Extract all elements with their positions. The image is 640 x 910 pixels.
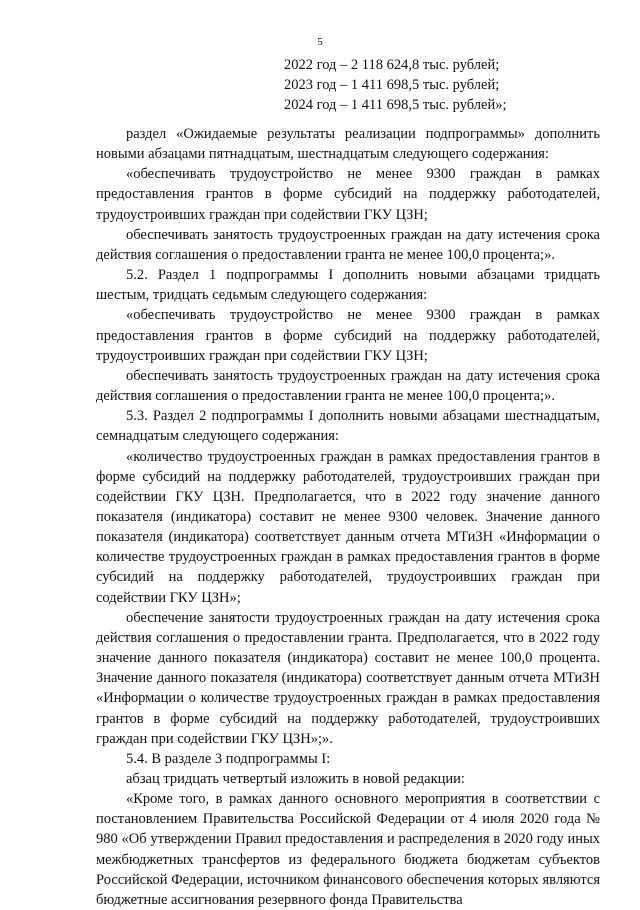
amount-line: 2023 год – 1 411 698,5 тыс. рублей;	[284, 77, 500, 93]
page-number: 5	[317, 36, 323, 48]
paragraph: 5.3. Раздел 2 подпрограммы I дополнить новыми абзацами шестнадцатым, семнадцатым следующего содержания:	[96, 408, 600, 445]
paragraph: абзац тридцать четвертый изложить в новой редакции:	[126, 771, 465, 787]
paragraph: обеспечение занятости трудоустроенных граждан на дату истечения срока действия соглашения о предоставлении гранта. Предполагается, что в 2022 году значение данного показателя (индикатора) составит не менее 100,0 процента. Значение данного показателя (индикатора) соответствует данным отчета МТиЗН «Информации о количестве трудоустроенных граждан в рамках предоставления грантов в форме субсидий на поддержку работодателей, трудоустроивших граждан при содействии ГКУ ЦЗН»;».	[96, 609, 600, 747]
amount-line: 2024 год – 1 411 698,5 тыс. рублей»;	[284, 97, 507, 113]
paragraph: «Кроме того, в рамках данного основного мероприятия в соответствии с постановлением Правительства Российской Федерации от 4 июля 2020 года № 980 «Об утверждении Правил предоставления и распределения в 2020 году иных межбюджетных трансфертов из федерального бюджета бюджетам субъектов Российской Федерации, источником финансового обеспечения которых являются бюджетные ассигнования резервного фонда Правительства	[96, 791, 600, 908]
funding-amounts	[284, 55, 507, 115]
paragraph: «количество трудоустроенных граждан в рамках предоставления грантов в форме субсидий на поддержку работодателей, трудоустроивших граждан при содействии ГКУ ЦЗН. Предполагается, что в 2022 году значение данного показателя (индикатора) составит не менее 9300 человек. Значение данного показателя (индикатора) соответствует данным отчета МТиЗН «Информации о количестве трудоустроенных граждан в рамках предоставления грантов в форме субсидий на поддержку работодателей, трудоустроивших граждан при содействии ГКУ ЦЗН»;	[96, 448, 600, 606]
paragraph: 5.2. Раздел 1 подпрограммы I дополнить новыми абзацами тридцать шестым, тридцать седьмым следующего содержания:	[96, 267, 600, 304]
amount-line: 2022 год – 2 118 624,8 тыс. рублей;	[284, 57, 500, 73]
paragraph: раздел «Ожидаемые результаты реализации подпрограммы» дополнить новыми абзацами пятнадцатым, шестнадцатым следующего содержания:	[96, 126, 600, 163]
paragraph: обеспечивать занятость трудоустроенных граждан на дату истечения срока действия соглашения о предоставлении гранта не менее 100,0 процента;».	[96, 226, 600, 263]
paragraph: обеспечивать занятость трудоустроенных граждан на дату истечения срока действия соглашения о предоставлении гранта не менее 100,0 процента;».	[96, 367, 600, 405]
document-body	[96, 124, 600, 910]
paragraph: «обеспечивать трудоустройство не менее 9300 граждан в рамках предоставления грантов в форме субсидий на поддержку работодателей, трудоустроивших граждан при содействии ГКУ ЦЗН;	[96, 166, 600, 223]
paragraph: «обеспечивать трудоустройство не менее 9300 граждан в рамках предоставления грантов в форме субсидий на поддержку работодателей, трудоустроивших граждан при содействии ГКУ ЦЗН;	[96, 307, 600, 364]
paragraph: 5.4. В разделе 3 подпрограммы I:	[126, 750, 331, 767]
